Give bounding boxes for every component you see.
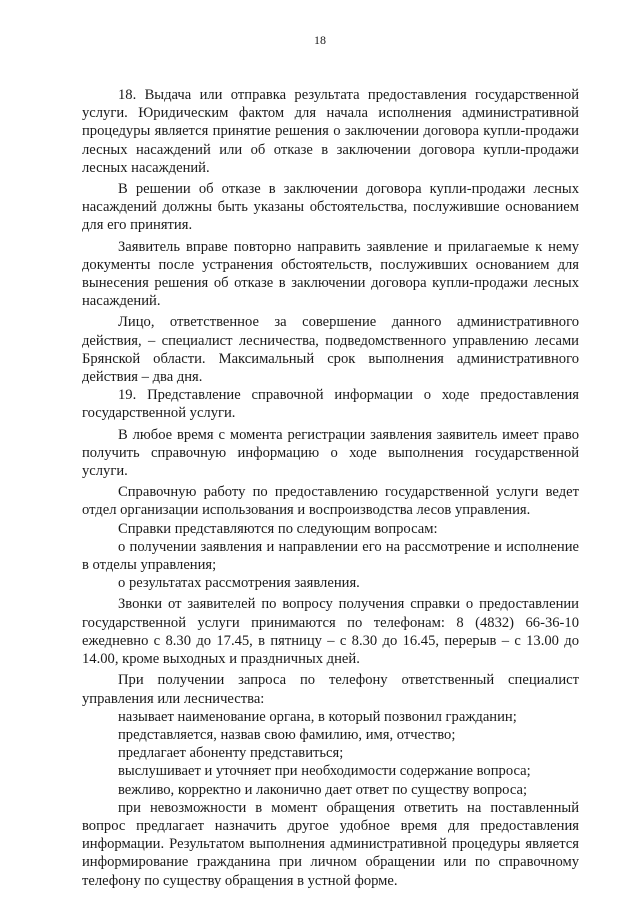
paragraph-reference-work: Справочную работу по предоставлению государственной услуги ведет отдел организации использования и воспроизводства лесов управления. [82,484,579,519]
list-item-answers: вежливо, корректно и лаконично дает ответ по существу вопроса; [118,781,528,798]
list-item-asks-to-introduce: предлагает абоненту представиться; [118,745,344,762]
list-item-introduces: представляется, назвав свою фамилию, имя, отчество; [118,726,456,743]
list-item-receipt: о получении заявления и направлении его на рассмотрение и исполнение в отделы управления; [82,538,579,574]
paragraph-phone-calls: Звонки от заявителей по вопросу получения справки о предоставлении государственной услуги принимаются по телефонам: 8 (4832) 66-36-10 ежедневно с 8.30 до 17.45, в пятницу – с 8.30 до 16.45, перерыв – с 13.00 до 14.00, кроме выходных и праздничных дней. [82,596,579,668]
list-item-names-organ: называет наименование органа, в который позвонил гражданин; [118,708,517,725]
paragraph-19-reference-info: 19. Представление справочной информации о ходе предоставления государственной услуги. [82,387,579,422]
paragraph-reapplication: Заявитель вправе повторно направить заявление и прилагаемые к нему документы после устранения обстоятельств, послуживших основанием для вынесения решения об отказе в заключении договора купли-продажи лесных насаждений. [82,238,579,310]
paragraph-phone-request: При получении запроса по телефону ответственный специалист управления или лесничества: [82,672,579,707]
paragraph-reschedule-result: при невозможности в момент обращения ответить на поставленный вопрос предлагает назначить другое удобное время для предоставления информации. Результатом выполнения административной процедуры является информирование гражданина при личном обращении или по справочному телефону по существу обращения в устной форме. [82,799,579,889]
list-item-listens: выслушивает и уточняет при необходимости содержание вопроса; [118,763,531,780]
document-body [82,86,579,890]
paragraph-18-issuance: 18. Выдача или отправка результата предоставления государственной услуги. Юридическим фактом для начала исполнения административной процедуры является принятие решения о заключении договора купли-продажи лесных насаждений или об отказе в заключении договора купли-продажи лесных насаждений. [82,87,579,176]
paragraph-topics-intro: Справки представляются по следующим вопросам: [118,520,438,537]
paragraph-responsible-person: Лицо, ответственное за совершение данного административного действия, – специалист лесничества, подведомственного управлению лесами Брянской области. Максимальный срок выполнения административного действия – два дня. [82,314,579,386]
paragraph-refusal-decision: В решении об отказе в заключении договора купли-продажи лесных насаждений должны быть указаны обстоятельства, послужившие основанием для его принятия. [82,181,579,234]
list-item-results: о результатах рассмотрения заявления. [118,575,360,592]
page-number: 18 [314,33,326,47]
paragraph-any-time: В любое время с момента регистрации заявления заявитель имеет право получить справочную информацию о ходе выполнения государственной услуги. [82,426,579,480]
